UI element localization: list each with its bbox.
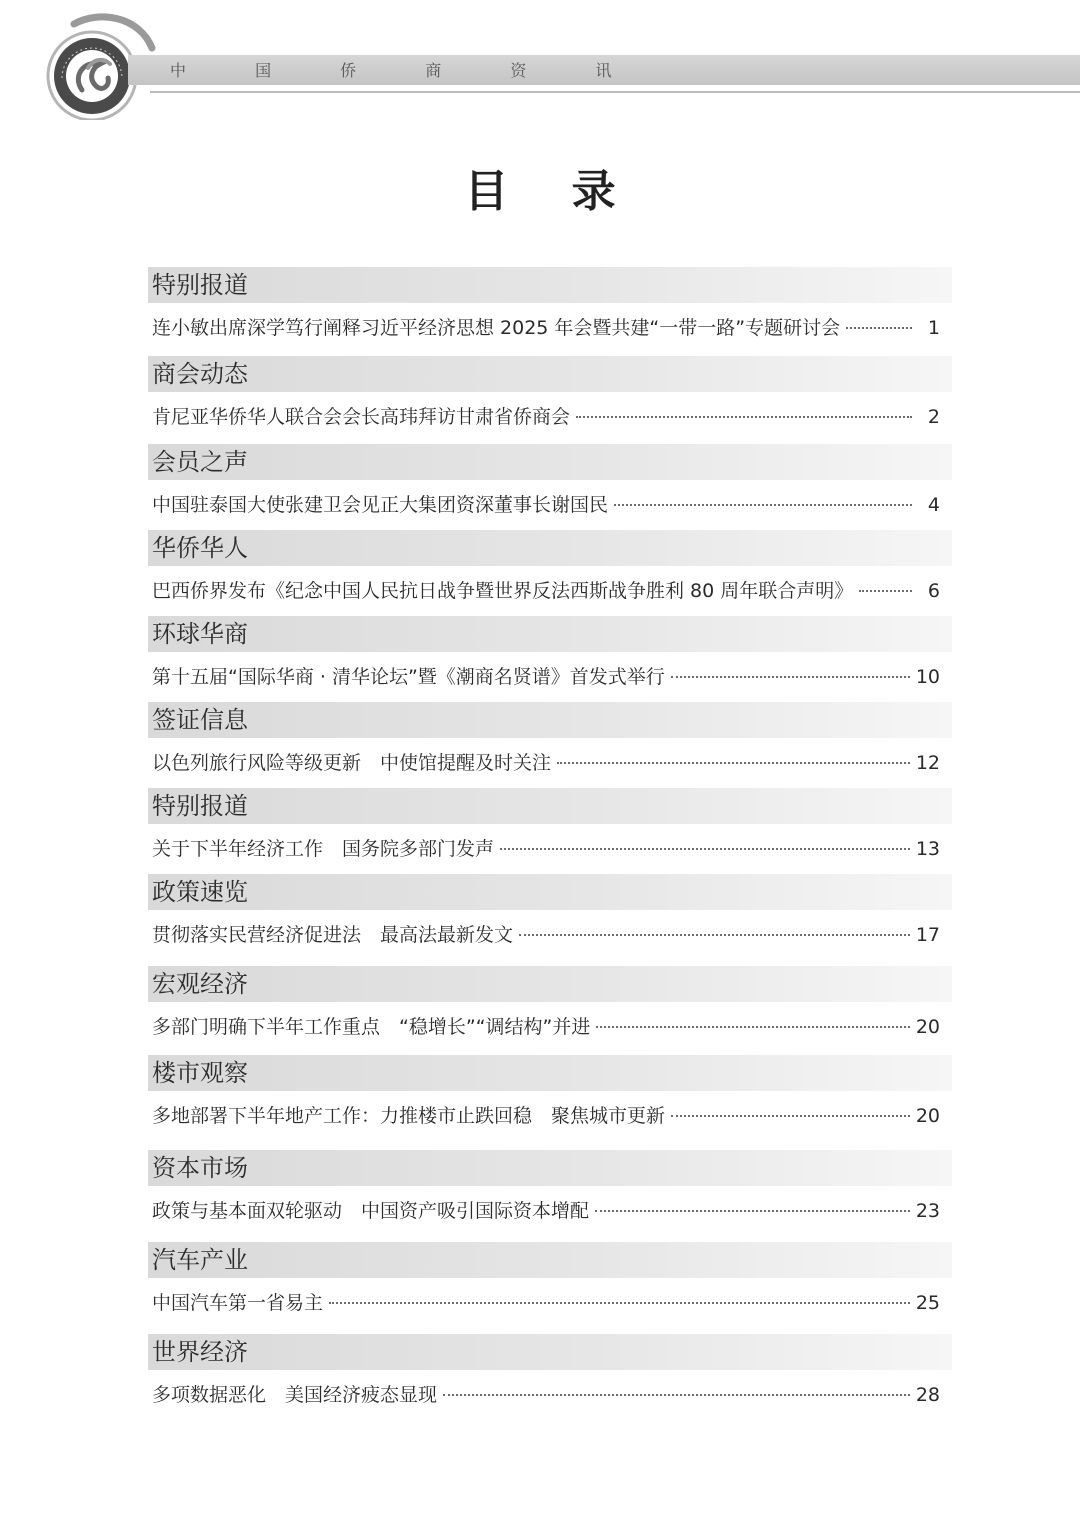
toc-entry[interactable] <box>148 910 952 960</box>
page-number: 28 <box>915 1384 940 1406</box>
section-heading: 汽车产业 <box>148 1242 952 1278</box>
section-heading: 特别报道 <box>148 788 952 824</box>
toc-entry[interactable] <box>148 652 952 702</box>
entry-title: 贯彻落实民营经济促进法 最高法最新发文 <box>152 924 514 946</box>
toc-section <box>148 788 952 874</box>
toc-section <box>148 444 952 530</box>
toc-section <box>148 267 952 353</box>
entry-title: 中国驻泰国大使张建卫会见正大集团资深董事长谢国民 <box>152 494 609 516</box>
page-number: 13 <box>915 838 940 860</box>
page-number: 1 <box>927 317 940 339</box>
toc-section <box>148 1055 952 1141</box>
section-heading: 特别报道 <box>148 267 952 303</box>
entry-title: 关于下半年经济工作 国务院多部门发声 <box>152 838 495 860</box>
entry-title: 第十五届“国际华商 · 清华论坛”暨《潮商名贤谱》首发式举行 <box>152 666 665 688</box>
toc-entry[interactable] <box>148 1278 952 1328</box>
entry-title: 以色列旅行风险等级更新 中使馆提醒及时关注 <box>152 752 552 774</box>
section-heading: 资本市场 <box>148 1150 952 1186</box>
section-heading: 签证信息 <box>148 702 952 738</box>
toc-section <box>148 616 952 702</box>
entry-title: 肯尼亚华侨华人联合会会长高玮拜访甘肃省侨商会 <box>152 406 571 428</box>
page-number: 25 <box>915 1292 940 1314</box>
dot-leader <box>614 503 912 506</box>
toc-entry[interactable] <box>148 824 952 874</box>
toc-entry[interactable] <box>148 738 952 788</box>
toc-section <box>148 874 952 960</box>
page-number: 20 <box>915 1016 940 1038</box>
page-number: 4 <box>927 494 940 516</box>
publication-name: 中 国 侨 商 资 讯 <box>170 61 644 80</box>
toc-section <box>148 1150 952 1236</box>
page-number: 6 <box>927 580 940 602</box>
entry-title: 多项数据恶化 美国经济疲态显现 <box>152 1384 438 1406</box>
page-number: 17 <box>915 924 940 946</box>
toc-entry[interactable] <box>148 1370 952 1420</box>
section-heading: 会员之声 <box>148 444 952 480</box>
section-heading: 世界经济 <box>148 1334 952 1370</box>
toc-section <box>148 356 952 442</box>
toc-section <box>148 530 952 616</box>
page-number: 10 <box>915 666 940 688</box>
page-number: 2 <box>927 406 940 428</box>
section-heading: 政策速览 <box>148 874 952 910</box>
dot-leader <box>557 761 910 764</box>
page-number: 20 <box>915 1105 940 1127</box>
dot-leader <box>671 1114 910 1117</box>
section-heading: 楼市观察 <box>148 1055 952 1091</box>
page-number: 23 <box>915 1200 940 1222</box>
entry-title: 巴西侨界发布《纪念中国人民抗日战争暨世界反法西斯战争胜利 80 周年联合声明》 <box>152 580 854 602</box>
dot-leader <box>500 847 910 850</box>
dot-leader <box>329 1301 910 1304</box>
toc-entry[interactable] <box>148 303 952 353</box>
entry-title: 政策与基本面双轮驱动 中国资产吸引国际资本增配 <box>152 1200 590 1222</box>
toc-entry[interactable] <box>148 1091 952 1141</box>
section-heading: 商会动态 <box>148 356 952 392</box>
dot-leader <box>859 589 912 592</box>
toc-section <box>148 702 952 788</box>
toc-entry[interactable] <box>148 480 952 530</box>
toc-section <box>148 966 952 1052</box>
entry-title: 多部门明确下半年工作重点 “稳增长”“调结构”并进 <box>152 1016 591 1038</box>
section-heading: 环球华商 <box>148 616 952 652</box>
toc-entry[interactable] <box>148 392 952 442</box>
dot-leader <box>596 1025 909 1028</box>
dot-leader <box>576 415 912 418</box>
header-rule <box>150 91 1080 93</box>
toc-section <box>148 1334 952 1420</box>
page-title: 目 录 <box>464 166 640 217</box>
dot-leader <box>671 675 910 678</box>
dot-leader <box>595 1209 910 1212</box>
entry-title: 中国汽车第一省易主 <box>152 1292 324 1314</box>
toc-section <box>148 1242 952 1328</box>
section-heading: 华侨华人 <box>148 530 952 566</box>
dot-leader <box>443 1393 910 1396</box>
entry-title: 多地部署下半年地产工作：力推楼市止跌回稳 聚焦城市更新 <box>152 1105 666 1127</box>
page-number: 12 <box>915 752 940 774</box>
entry-title: 连小敏出席深学笃行阐释习近平经济思想 2025 年会暨共建“一带一路”专题研讨会 <box>152 317 841 339</box>
dot-leader <box>519 933 910 936</box>
dot-leader <box>846 326 912 329</box>
toc-entry[interactable] <box>148 1002 952 1052</box>
section-heading: 宏观经济 <box>148 966 952 1002</box>
toc-entry[interactable] <box>148 1186 952 1236</box>
toc-entry[interactable] <box>148 566 952 616</box>
